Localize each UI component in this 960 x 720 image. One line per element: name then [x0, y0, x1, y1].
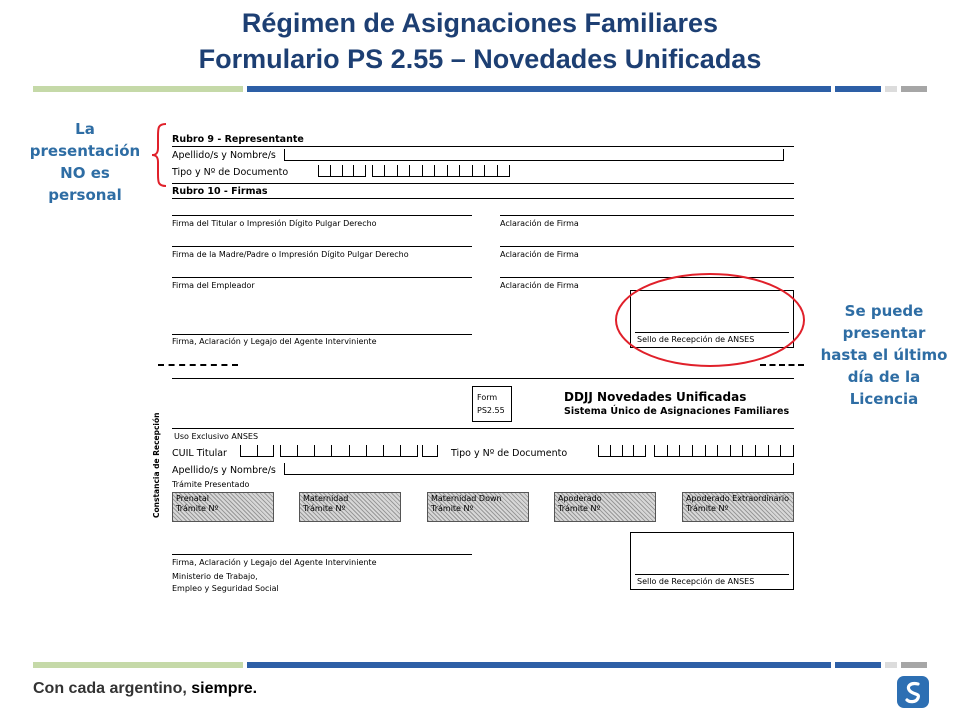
ministerio-line: Ministerio de Trabajo, — [172, 572, 258, 581]
aclaracion-label: Aclaración de Firma — [500, 250, 579, 259]
sello-label: Sello de Recepción de ANSES — [637, 335, 755, 344]
form-id-box — [472, 386, 512, 422]
sello-box-2 — [630, 532, 794, 590]
apellido2-label: Apellido/s y Nombre/s — [172, 465, 276, 476]
cuil-number-field[interactable] — [280, 445, 418, 457]
footer-slogan — [33, 680, 257, 698]
footer-slogan-bold: siempre. — [191, 680, 258, 697]
cut-line — [158, 364, 238, 366]
constancia-label: Constancia de Recepción — [152, 412, 161, 518]
cuil-check-field[interactable] — [422, 445, 438, 457]
top-stripe — [33, 86, 927, 92]
sello2-label: Sello de Recepción de ANSES — [637, 577, 755, 586]
red-brace-icon — [150, 122, 170, 188]
left-note-line: personal — [48, 186, 122, 204]
tramite-box-sub: Trámite Nº — [558, 504, 601, 513]
left-note-line: La — [75, 120, 95, 138]
right-note-line: hasta el último — [820, 346, 948, 364]
cut-line — [760, 364, 804, 366]
tramite-label: Trámite Presentado — [172, 480, 250, 489]
tramite-box-title: Prenatal — [176, 494, 209, 503]
firma-agente2-label: Firma, Aclaración y Legajo del Agente Interviniente — [172, 558, 377, 567]
nro-doc-field[interactable] — [372, 165, 510, 177]
cuil-prefix-field[interactable] — [240, 445, 274, 457]
left-note-line: NO es — [60, 164, 110, 182]
apellido2-field[interactable] — [284, 463, 794, 475]
page-title: Régimen de Asignaciones Familiares — [241, 8, 719, 38]
ministerio-line: Empleo y Seguridad Social — [172, 584, 279, 593]
right-note — [808, 300, 960, 410]
bottom-stripe — [33, 662, 927, 668]
tipo-doc-field[interactable] — [318, 165, 366, 177]
page-subtitle: Formulario PS 2.55 – Novedades Unificadas — [198, 44, 762, 74]
anses-logo-icon — [896, 675, 930, 709]
firma-titular-label: Firma del Titular o Impresión Dígito Pulgar Derecho — [172, 219, 377, 228]
tramite-box-maternidad-down[interactable] — [427, 492, 529, 522]
tramite-box-title: Apoderado — [558, 494, 602, 503]
firma-agente-label: Firma, Aclaración y Legajo del Agente Interviniente — [172, 337, 377, 346]
right-note-line: día de la — [847, 368, 921, 386]
apellido-field[interactable] — [284, 149, 784, 161]
ddjj-title: DDJJ Novedades Unificadas — [564, 390, 747, 404]
tramite-box-title: Apoderado Extraordinario — [686, 494, 789, 503]
rubro10-heading: Rubro 10 - Firmas — [172, 186, 268, 197]
tramite-box-sub: Trámite Nº — [176, 504, 219, 513]
tramite-box-apoderado[interactable] — [554, 492, 656, 522]
tipo-doc-label: Tipo y Nº de Documento — [172, 167, 289, 178]
uso-exclusivo-label: Uso Exclusivo ANSES — [174, 432, 259, 441]
tipo-doc2-label: Tipo y Nº de Documento — [451, 448, 568, 459]
aclaracion-label: Aclaración de Firma — [500, 219, 579, 228]
footer-slogan-prefix: Con cada argentino, — [33, 680, 192, 697]
right-note-line: presentar — [842, 324, 926, 342]
left-note — [28, 118, 142, 206]
form-id-line: Form — [477, 393, 498, 402]
left-note-line: presentación — [29, 142, 141, 160]
tramite-box-title: Maternidad — [303, 494, 349, 503]
tramite-box-sub: Trámite Nº — [303, 504, 346, 513]
red-ellipse-highlight — [612, 270, 808, 370]
tramite-box-prenatal[interactable] — [172, 492, 274, 522]
apellido-label: Apellido/s y Nombre/s — [172, 150, 276, 161]
ddjj-subtitle: Sistema Único de Asignaciones Familiares — [564, 406, 790, 417]
right-note-line: Se puede — [844, 302, 924, 320]
nro-doc2-field[interactable] — [654, 445, 794, 457]
tramite-box-sub: Trámite Nº — [431, 504, 474, 513]
firma-madre-label: Firma de la Madre/Padre o Impresión Dígito Pulgar Derecho — [172, 250, 409, 259]
form-id-line: PS2.55 — [477, 406, 505, 415]
cuil-label: CUIL Titular — [172, 448, 227, 459]
rubro9-heading: Rubro 9 - Representante — [172, 134, 304, 145]
aclaracion-label: Aclaración de Firma — [500, 281, 579, 290]
right-note-line: Licencia — [849, 390, 919, 408]
tramite-box-sub: Trámite Nº — [686, 504, 729, 513]
firma-empleador-label: Firma del Empleador — [172, 281, 255, 290]
tipo-doc2-field[interactable] — [598, 445, 646, 457]
tramite-box-title: Maternidad Down — [431, 494, 502, 503]
tramite-box-maternidad[interactable] — [299, 492, 401, 522]
tramite-box-apoderado-extraordinario[interactable] — [682, 492, 794, 522]
